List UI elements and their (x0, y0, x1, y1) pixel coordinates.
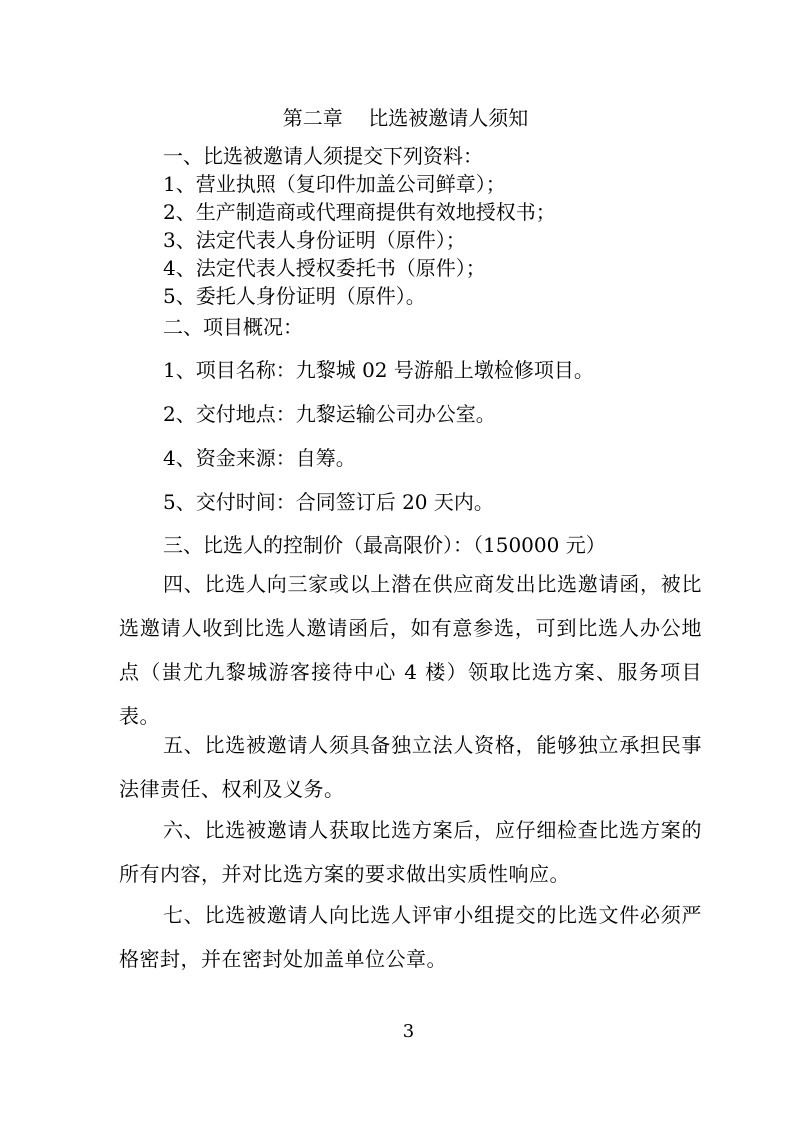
section6-paragraph: 六、比选被邀请人获取比选方案后，应仔细检查比选方案的所有内容，并对比选方案的要求做出实质性响应。 (119, 818, 702, 886)
section7-paragraph: 七、比选被邀请人向比选人评审小组提交的比选文件必须严格密封，并在密封处加盖单位公章。 (119, 903, 702, 971)
section4-paragraph: 四、比选人向三家或以上潜在供应商发出比选邀请函，被比选邀请人收到比选人邀请函后，如有意参选，可到比选人办公地点（蚩尤九黎城游客接待中心 4 楼）领取比选方案、服务项目表。 (119, 572, 702, 728)
section5-paragraph: 五、比选被邀请人须具备独立法人资格，能够独立承担民事法律责任、权利及义务。 (119, 733, 702, 801)
section1-item-5: 5、委托人身份证明（原件）。 (163, 284, 426, 308)
section2-item-2: 2、交付地点：九黎运输公司办公室。 (163, 402, 496, 426)
chapter-title: 第二章 比选被邀请人须知 (282, 106, 529, 130)
section2-item-5: 5、交付时间：合同签订后 20 天内。 (163, 490, 494, 514)
page-number: 3 (402, 1021, 415, 1042)
section1-heading: 一、比选被邀请人须提交下列资料： (163, 144, 483, 168)
section1-item-4: 4、法定代表人授权委托书（原件）； (163, 256, 486, 280)
section2-item-4: 4、资金来源：自筹。 (163, 446, 356, 470)
section1-item-1: 1、营业执照（复印件加盖公司鲜章）； (163, 172, 506, 196)
section1-item-3: 3、法定代表人身份证明（原件）； (163, 228, 466, 252)
section2-item-1: 1、项目名称：九黎城 02 号游船上墩检修项目。 (163, 358, 594, 382)
section2-heading: 二、项目概况： (163, 315, 303, 339)
section1-item-2: 2、生产制造商或代理商提供有效地授权书； (163, 200, 556, 224)
section3-price: 三、比选人的控制价（最高限价）：（150000 元） (163, 533, 606, 557)
